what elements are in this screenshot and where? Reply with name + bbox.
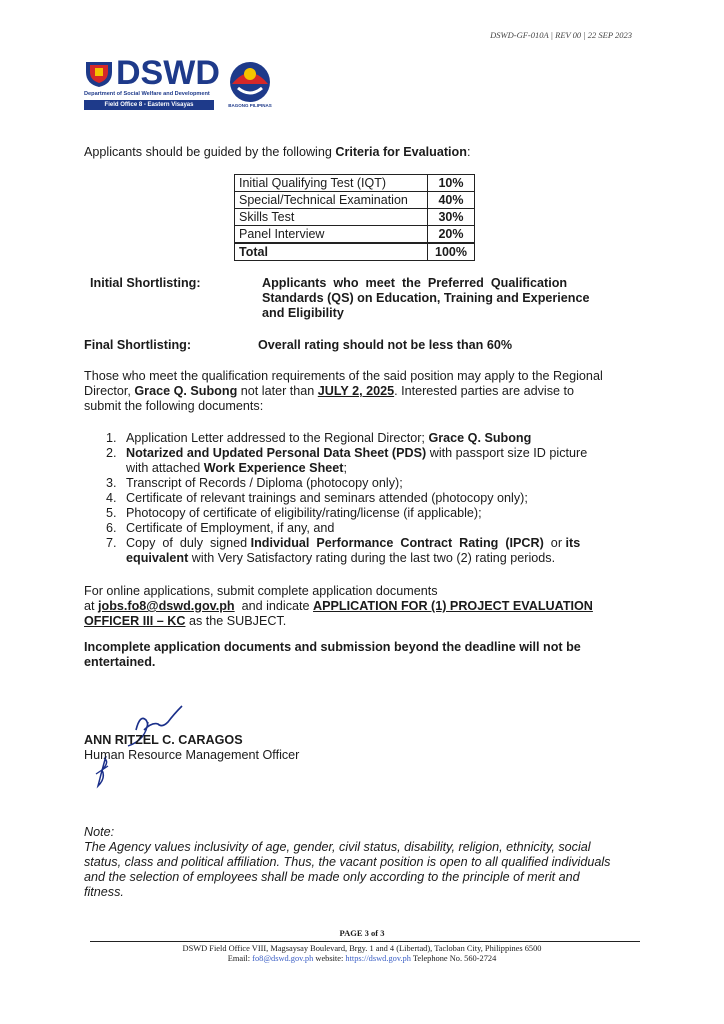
- criteria-percent: 30%: [428, 209, 475, 226]
- criteria-total-percent: 100%: [428, 243, 475, 261]
- paragraph-text: . Interested parties are advise to: [394, 384, 575, 398]
- criteria-percent: 40%: [428, 192, 475, 209]
- footer-contact: [0, 944, 724, 964]
- list-text: Transcript of Records / Diploma (photocopy only);: [126, 476, 403, 490]
- list-text: Copy of duly signed: [126, 536, 251, 550]
- list-text: with Very Satisfactory rating during the last two (2) rating periods.: [188, 551, 556, 565]
- regional-director-name: Grace Q. Subong: [134, 384, 238, 398]
- list-text: Certificate of relevant trainings and seminars attended (photocopy only);: [126, 491, 528, 505]
- list-text-bold: Work Experience Sheet: [203, 461, 344, 475]
- list-item: [106, 506, 633, 521]
- page-number: PAGE 3 of 3: [339, 928, 385, 938]
- warning-line: entertained.: [84, 655, 156, 669]
- signatory-name: ANN RITZEL C. CARAGOS: [84, 733, 243, 747]
- initial-shortlisting-line: Standards (QS) on Education, Training and Experience: [262, 291, 590, 305]
- final-shortlisting-label: Final Shortlisting:: [84, 338, 192, 352]
- list-number: 4.: [106, 491, 117, 505]
- list-item: [106, 476, 633, 491]
- list-text: with attached: [126, 461, 204, 475]
- initial-shortlisting-line: Applicants who meet the Preferred Qualification: [262, 276, 568, 290]
- initial-shortlisting-label: Initial Shortlisting:: [90, 276, 201, 290]
- list-item: [106, 521, 633, 536]
- criteria-percent: 20%: [428, 226, 475, 244]
- required-documents-list: [106, 431, 633, 566]
- list-text-bold: equivalent: [126, 551, 189, 565]
- table-row: [235, 209, 475, 226]
- paragraph-text: and indicate: [234, 599, 314, 613]
- list-number: 6.: [106, 521, 117, 535]
- paragraph-text: not later than: [237, 384, 318, 398]
- application-email-link[interactable]: jobs.fo8@dswd.gov.ph: [98, 599, 235, 613]
- criteria-label: Panel Interview: [235, 226, 428, 244]
- application-paragraph: [84, 369, 636, 414]
- paragraph-line: For online applications, submit complete application documents: [84, 584, 438, 598]
- criteria-percent: 10%: [428, 175, 475, 192]
- list-item: [106, 536, 633, 566]
- list-text: Application Letter addressed to the Regional Director;: [126, 431, 429, 445]
- criteria-intro-bold: Criteria for Evaluation: [335, 145, 467, 159]
- email-subject: OFFICER III – KC: [84, 614, 186, 628]
- footer-phone: Telephone No. 560-2724: [410, 954, 497, 963]
- criteria-label: Initial Qualifying Test (IQT): [235, 175, 428, 192]
- note-line: The Agency values inclusivity of age, gender, civil status, disability, religion, ethnicity, social: [84, 840, 591, 854]
- list-item: [106, 431, 633, 446]
- footer-divider: [90, 941, 640, 942]
- list-item: [106, 446, 633, 476]
- footer-address: DSWD Field Office VIII, Magsaysay Boulevard, Brgy. 1 and 4 (Libertad), Tacloban City, Philippines 6500: [182, 944, 542, 953]
- criteria-intro: [84, 145, 470, 160]
- final-shortlisting-text: Overall rating should not be less than 60%: [258, 338, 513, 352]
- document-code: DSWD-GF-010A | REV 00 | 22 SEP 2023: [490, 30, 632, 40]
- paragraph-line: [84, 384, 636, 399]
- list-text: Photocopy of certificate of eligibility/rating/license (if applicable);: [126, 506, 482, 520]
- paragraph-text: Director,: [84, 384, 135, 398]
- bagong-pilipinas-emblem-icon: [226, 58, 274, 104]
- footer-email-label: Email:: [227, 954, 253, 963]
- list-text: ;: [343, 461, 347, 475]
- signatory-title: Human Resource Management Officer: [84, 748, 300, 762]
- bagong-pilipinas-logo: [226, 58, 274, 110]
- note-line: and the selection of employees shall be made only according to the principle of merit and: [84, 870, 580, 884]
- criteria-label: Special/Technical Examination: [235, 192, 428, 209]
- logo-department: Department of Social Welfare and Development: [84, 91, 210, 97]
- list-text-bold: Grace Q. Subong: [428, 431, 532, 445]
- deadline-date: JULY 2, 2025: [317, 384, 395, 398]
- footer-website-link[interactable]: https://dswd.gov.ph: [345, 954, 411, 963]
- note-line: fitness.: [84, 885, 124, 899]
- table-row: [235, 192, 475, 209]
- paragraph-line: Those who meet the qualification requirements of the said position may apply to the Regional: [84, 369, 603, 383]
- logo-field-office: Field Office 8 - Eastern Visayas: [84, 100, 214, 110]
- list-number: 3.: [106, 476, 117, 490]
- list-text: or: [543, 536, 566, 550]
- note-label: Note:: [84, 825, 115, 839]
- footer-website-label: website:: [313, 954, 346, 963]
- footer-contact-line: [0, 954, 724, 964]
- paragraph-text: at: [84, 599, 99, 613]
- inclusivity-note: [84, 825, 634, 900]
- note-line: status, class and political affiliation. Thus, the vacant position is open to all qualified individuals: [84, 855, 611, 869]
- paragraph-line: [84, 614, 644, 629]
- initial-shortlisting-line: and Eligibility: [262, 306, 344, 320]
- list-number: 5.: [106, 506, 117, 520]
- dswd-logo: [84, 54, 220, 114]
- bagong-pilipinas-label: BAGONG PILIPINAS: [228, 103, 272, 108]
- warning-line: Incomplete application documents and submission beyond the deadline will not be: [84, 640, 581, 654]
- list-number: 2.: [106, 446, 117, 460]
- table-row: [235, 175, 475, 192]
- email-subject: APPLICATION FOR (1) PROJECT EVALUATION: [313, 599, 593, 613]
- criteria-table: [234, 174, 475, 261]
- list-number: 1.: [106, 431, 117, 445]
- table-row: [235, 226, 475, 244]
- paragraph-line: submit the following documents:: [84, 399, 264, 413]
- deadline-warning: [84, 640, 636, 670]
- criteria-intro-end: :: [466, 145, 471, 159]
- list-item: [106, 491, 633, 506]
- list-text: with passport size ID picture: [426, 446, 588, 460]
- online-application-paragraph: [84, 584, 644, 629]
- list-text-bold: its: [565, 536, 581, 550]
- criteria-intro-text: Applicants should be guided by the following: [84, 145, 336, 159]
- paragraph-line: [84, 599, 644, 614]
- logo-wordmark: DSWD: [116, 54, 220, 92]
- initial-shortlisting-text: [262, 276, 632, 321]
- dswd-emblem-icon: [84, 60, 114, 88]
- criteria-label: Skills Test: [235, 209, 428, 226]
- footer-email-link[interactable]: fo8@dswd.gov.ph: [252, 954, 314, 963]
- criteria-total-label: Total: [235, 243, 428, 261]
- paragraph-text: as the SUBJECT.: [185, 614, 287, 628]
- list-text: Certificate of Employment, if any, and: [126, 521, 335, 535]
- list-text-bold: Individual Performance Contract Rating (IPCR): [250, 536, 544, 550]
- list-text-bold: Notarized and Updated Personal Data Sheet (PDS): [126, 446, 427, 460]
- table-total-row: [235, 243, 475, 261]
- list-number: 7.: [106, 536, 117, 550]
